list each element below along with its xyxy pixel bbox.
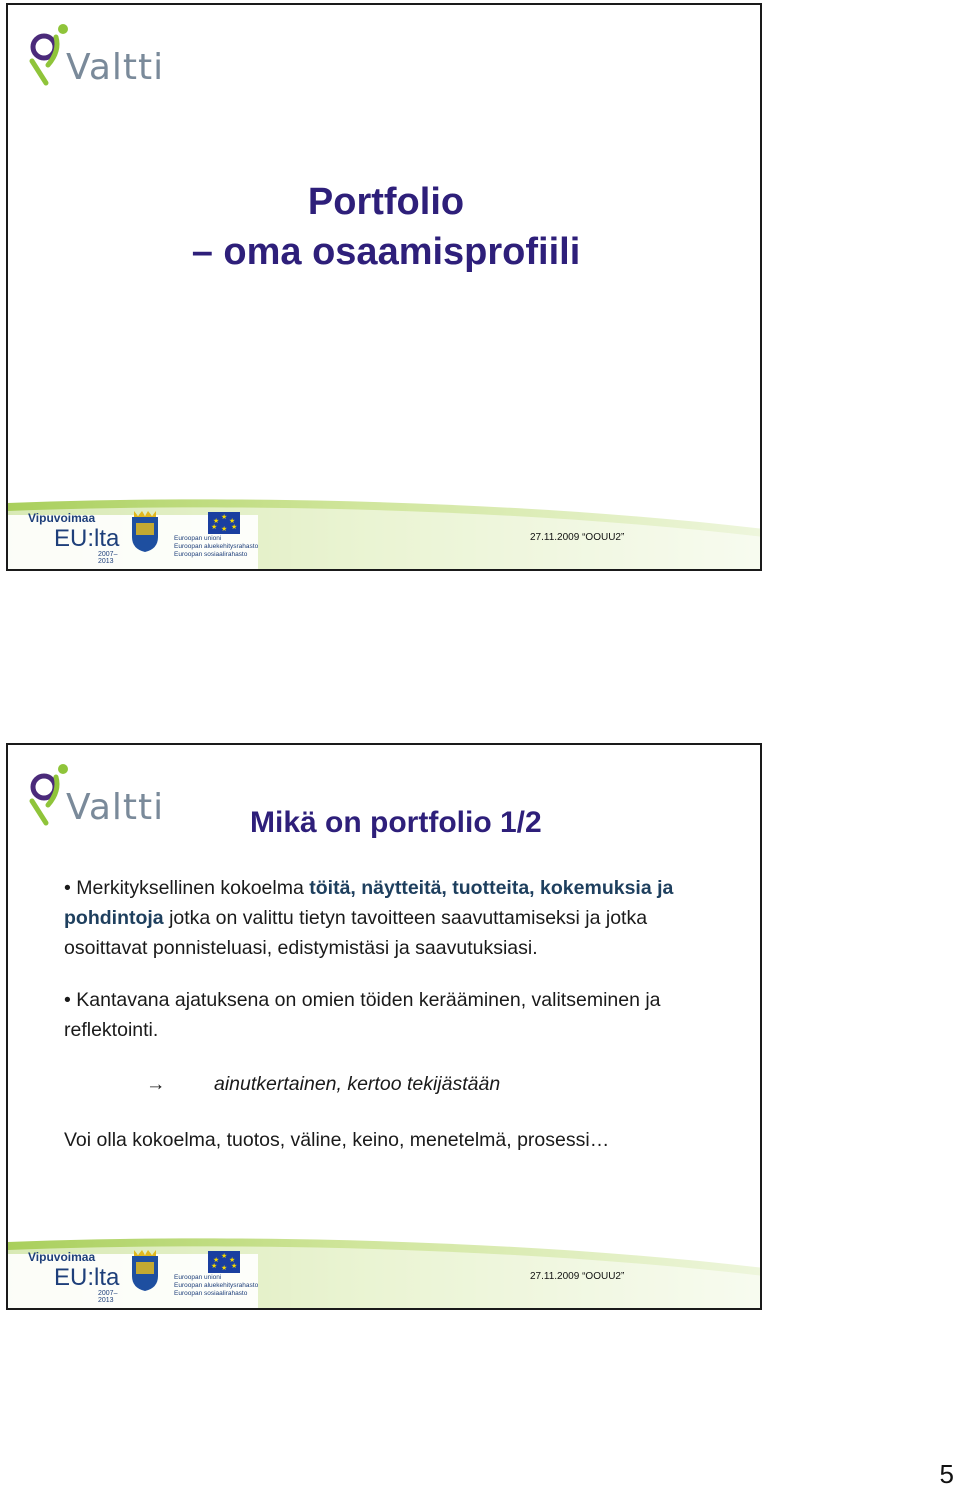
valtti-logo — [26, 21, 176, 101]
title-line-1: Portfolio — [307, 181, 465, 223]
eu-lta-text: EU:lta — [54, 1264, 120, 1291]
footer-date: 27.11.2009 “OOUU2” — [530, 532, 625, 543]
eu-text-line-2: Euroopan aluekehitysrahasto — [174, 543, 259, 550]
arrow-text: ainutkertainen, kertoo tekijästään — [214, 1073, 501, 1095]
arrow-icon: → — [146, 1073, 166, 1095]
slide-title: Mikä on portfolio 1/2 — [250, 806, 542, 839]
vipuvoimaa-text: Vipuvoimaa — [28, 1250, 96, 1264]
footer-wave — [8, 1228, 762, 1308]
slide-title — [8, 177, 762, 277]
eu-fund-text — [174, 535, 304, 559]
eu-text-line-2: Euroopan aluekehitysrahasto — [174, 1282, 259, 1289]
last-line: Voi olla kokoelma, tuotos, väline, keino, menetelmä, prosessi… — [64, 1129, 610, 1151]
slide-footer — [8, 1228, 760, 1308]
eu-text-line-3: Euroopan sosiaalirahasto — [174, 551, 248, 558]
page-number: 5 — [939, 1459, 954, 1489]
eu-text-line-3: Euroopan sosiaalirahasto — [174, 1290, 248, 1297]
eu-flag-icon: ★ ★ ★ ★ ★ ★ — [208, 1251, 240, 1273]
eu-lta-text: EU:lta — [54, 525, 120, 552]
bullet-1-pre: • Merkityksellinen kokoelma — [64, 877, 310, 899]
footer-date: 27.11.2009 “OOUU2” — [530, 1271, 625, 1282]
crest-icon — [130, 1250, 160, 1292]
bullet-1-post: jotka on valittu tietyn tavoitteen saavuttamiseksi ja jotka osoittavat ponnisteluasi, edistymistäsi ja saavutuksiasi. — [64, 907, 648, 959]
eu-flag-icon: ★ ★ ★ ★ ★ ★ — [208, 512, 240, 534]
bullet-1 — [64, 873, 724, 963]
arrow-line — [64, 1069, 724, 1099]
vipuvoimaa-text: Vipuvoimaa — [28, 511, 96, 525]
years-text: 2007–2013 — [98, 551, 118, 565]
slide-2 — [6, 743, 762, 1310]
bullet-1-bold-1: töitä, näytteitä, tuotteita, — [309, 877, 535, 899]
eu-text-line-1: Euroopan unioni — [174, 1274, 222, 1281]
crest-icon — [130, 511, 160, 553]
bullet-2: • Kantavana ajatuksena on omien töiden kerääminen, valitseminen ja reflektointi. — [64, 989, 661, 1041]
valtti-logo-text: Valtti — [66, 787, 165, 828]
years-text: 2007–2013 — [98, 1290, 118, 1304]
slide-footer — [8, 489, 760, 569]
title-line-2: – oma osaamisprofiili — [191, 231, 581, 273]
valtti-logo-text: Valtti — [66, 47, 165, 88]
slide-1 — [6, 3, 762, 571]
eu-text-line-1: Euroopan unioni — [174, 535, 222, 542]
footer-wave — [8, 489, 762, 569]
eu-fund-text — [174, 1274, 304, 1298]
slide-body — [64, 873, 724, 1155]
bullet-1-bold-2: kokemuksia ja pohdintoja — [64, 877, 674, 929]
